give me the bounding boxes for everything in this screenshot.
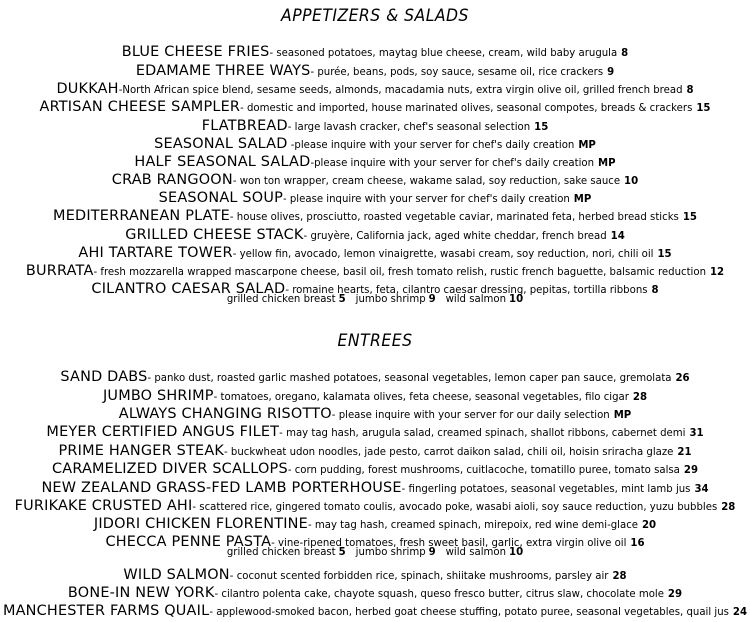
item-price: 29: [667, 589, 683, 600]
item-price: 21: [677, 447, 692, 458]
item-name: GRILLED CHEESE STACK: [125, 227, 304, 243]
item-description: - vine-ripened tomatoes, fresh sweet basil, garlic, extra virgin olive oil: [271, 538, 627, 549]
item-price: 20: [642, 520, 657, 531]
item-price: 16: [630, 538, 645, 549]
addon-wild-salmon: [446, 547, 524, 558]
item-description: -please inquire with your server for chef's daily creation: [287, 140, 575, 151]
item-price: 10: [624, 176, 639, 187]
item-price: 8: [651, 285, 659, 296]
item-price: 15: [534, 122, 549, 133]
addon-price: 5: [338, 547, 346, 558]
item-name: NEW ZEALAND GRASS-FED LAMB PORTERHOUSE: [41, 480, 402, 496]
item-description: - scattered rice, gingered tomato coulis, avocado poke, wasabi aioli, soy sauce reduction, yuzu bubbles: [192, 502, 718, 513]
item-price: MP: [613, 410, 632, 421]
item-description: - please inquire with your server for chef's daily creation: [282, 194, 570, 205]
item-name: JUMBO SHRIMP: [102, 388, 214, 404]
appetizers-salads-heading: APPETIZERS & SALADS: [281, 6, 469, 26]
item-price: 15: [682, 212, 697, 223]
item-description: - panko dust, roasted garlic mashed potatoes, seasonal vegetables, lemon caper pan sauce, gremolata: [147, 373, 672, 384]
addon-price: 10: [509, 294, 524, 305]
add-protein-options: [2, 293, 748, 307]
addon-price: 9: [428, 294, 436, 305]
addon-price: 10: [509, 547, 524, 558]
item-name: EDAMAME THREE WAYS: [135, 63, 311, 79]
item-price: 9: [607, 67, 615, 78]
addon-grilled-chicken-breast: [227, 294, 346, 305]
item-name: FLATBREAD: [201, 118, 288, 134]
item-name: SEASONAL SALAD: [154, 136, 288, 152]
item-name: ARTISAN CHEESE SAMPLER: [39, 99, 241, 115]
item-name: BLUE CHEESE FRIES: [121, 44, 270, 60]
item-description: - romaine hearts, feta, cilantro caesar dressing, pepitas, tortilla ribbons: [285, 285, 648, 296]
item-name: MEYER CERTIFIED ANGUS FILET: [46, 424, 280, 440]
item-description: - fingerling potatoes, seasonal vegetables, mint lamb jus: [401, 484, 691, 495]
item-price: 26: [675, 373, 690, 384]
item-description: - purée, beans, pods, soy sauce, sesame oil, rice crackers: [310, 67, 604, 78]
item-description: - buckwheat udon noodles, jade pesto, carrot daikon salad, chili oil, hoisin sriracha glaze: [224, 447, 674, 458]
item-description: - gruyère, California jack, aged white cheddar, french bread: [303, 231, 607, 242]
item-price: 12: [709, 267, 725, 278]
item-price: 31: [689, 428, 704, 439]
item-name: HALF SEASONAL SALAD: [134, 154, 311, 170]
item-name: SAND DABS: [60, 369, 148, 385]
item-price: MP: [598, 158, 616, 169]
item-description: - tomatoes, oregano, kalamata olives, feta cheese, seasonal vegetables, filo cigar: [213, 392, 629, 403]
item-description: -North African spice blend, sesame seeds, almonds, macadamia nuts, extra virgin olive oil, grilled french bread: [118, 85, 683, 96]
item-price: 24: [732, 607, 748, 618]
item-description: - applewood-smoked bacon, herbed goat cheese stuffing, potato puree, seasonal vegetables, quail jus: [209, 607, 729, 618]
item-description: -please inquire with your server for chef's daily creation: [310, 158, 595, 169]
item-name: PRIME HANGER STEAK: [58, 443, 225, 459]
item-price: 29: [683, 465, 699, 476]
item-name: SEASONAL SOUP: [158, 190, 283, 206]
addon-label: grilled chicken breast: [226, 547, 336, 558]
item-description: - large lavash cracker, chef's seasonal selection: [287, 122, 531, 133]
item-name: WILD SALMON: [123, 567, 230, 583]
item-description: - seasoned potatoes, maytag blue cheese, cream, wild baby arugula: [269, 48, 618, 59]
item-description: - coconut scented forbidden rice, spinach, shiitake mushrooms, parsley air: [229, 571, 609, 582]
item-name: CARAMELIZED DIVER SCALLOPS: [51, 461, 288, 477]
add-protein-options: [2, 546, 748, 560]
addon-price: 9: [428, 547, 436, 558]
item-name: CILANTRO CAESAR SALAD: [91, 281, 286, 297]
item-name: ALWAYS CHANGING RISOTTO: [118, 406, 332, 422]
item-name: BONE-IN NEW YORK: [67, 585, 215, 601]
item-description: - cilantro polenta cake, chayote squash, queso fresco butter, citrus slaw, chocolate mole: [214, 589, 664, 600]
item-price: 28: [721, 502, 736, 513]
item-price: 8: [686, 85, 694, 96]
item-description: - may tag hash, creamed spinach, mirepoix, red wine demi-glace: [307, 520, 639, 531]
item-description: - please inquire with your server for our daily selection: [331, 410, 610, 421]
item-name: JIDORI CHICKEN FLORENTINE: [93, 516, 308, 532]
addon-label: jumbo shrimp: [355, 547, 426, 558]
item-name: DUKKAH: [56, 81, 119, 97]
addon-grilled-chicken-breast: [227, 547, 346, 558]
item-name: AHI TARTARE TOWER: [78, 245, 233, 261]
addon-jumbo-shrimp: [356, 294, 436, 305]
item-price: 14: [610, 231, 625, 242]
addon-jumbo-shrimp: [356, 547, 436, 558]
item-description: - domestic and imported, house marinated olives, seasonal compotes, breads & crackers: [240, 103, 693, 114]
item-name: MEDITERRANEAN PLATE: [53, 208, 230, 224]
item-name: BURRATA: [25, 263, 94, 279]
item-price: 28: [612, 571, 627, 582]
item-description: - fresh mozzarella wrapped mascarpone cheese, basil oil, fresh tomato relish, rustic french baguette, balsamic reduction: [93, 267, 707, 278]
item-price: 15: [696, 103, 711, 114]
item-description: - house olives, prosciutto, roasted vegetable caviar, marinated feta, herbed bread sticks: [229, 212, 679, 223]
item-description: - corn pudding, forest mushrooms, cuitlacoche, tomatillo puree, tomato salsa: [287, 465, 680, 476]
addon-label: wild salmon: [445, 294, 507, 305]
item-name: CHECCA PENNE PASTA: [105, 534, 272, 550]
addon-label: grilled chicken breast: [226, 294, 336, 305]
addon-price: 5: [338, 294, 346, 305]
item-price: MP: [578, 140, 596, 151]
item-price: 8: [621, 48, 629, 59]
entrees-heading: ENTREES: [337, 331, 413, 351]
item-description: - won ton wrapper, cream cheese, wakame salad, soy reduction, sake sauce: [232, 176, 621, 187]
item-name: MANCHESTER FARMS QUAIL: [2, 603, 210, 619]
item-name: CRAB RANGOON: [111, 172, 233, 188]
menu-item-manchester-farms-quail: [2, 600, 748, 622]
item-description: - may tag hash, arugula salad, creamed spinach, shallot ribbons, cabernet demi: [279, 428, 686, 439]
item-price: MP: [573, 194, 592, 205]
addon-label: jumbo shrimp: [355, 294, 426, 305]
item-price: 34: [694, 484, 709, 495]
item-name: FURIKAKE CRUSTED AHI: [14, 498, 193, 514]
addon-label: wild salmon: [445, 547, 507, 558]
item-price: 28: [632, 392, 648, 403]
item-price: 15: [657, 249, 672, 260]
addon-wild-salmon: [446, 294, 524, 305]
item-description: - yellow fin, avocado, lemon vinaigrette, wasabi cream, soy reduction, nori, chili oil: [232, 249, 654, 260]
